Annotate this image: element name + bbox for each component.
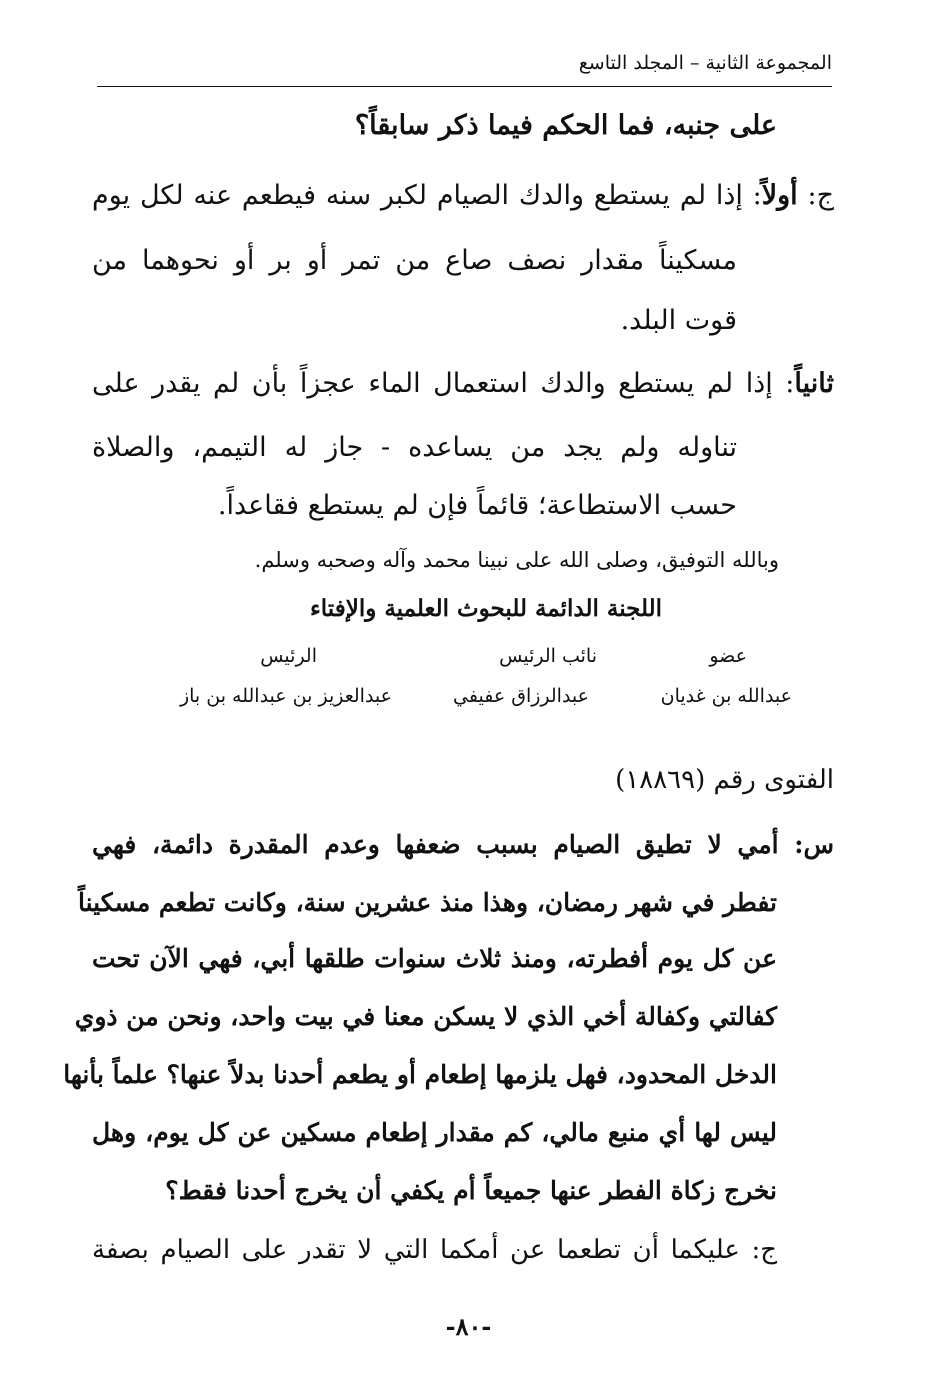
fatwa-number: الفتوى رقم (١٨٨٦٩) — [615, 765, 834, 795]
role-vice-president: نائب الرئيس — [499, 645, 597, 667]
question-line-3: عن كل يوم أفطرته، ومنذ ثلاث سنوات طلقها أبي، فهي الآن تحت — [92, 944, 777, 973]
first-label: أولاً — [761, 180, 798, 211]
committee-name: اللجنة الدائمة للبحوث العلمية والإفتاء — [309, 595, 662, 622]
vice-president-name: عبدالرزاق عفيفي — [453, 685, 589, 707]
answer-second-line-3: حسب الاستطاعة؛ قائماً فإن لم يستطع فقاعداً. — [217, 490, 737, 521]
page-number: -٨٠- — [445, 1312, 492, 1341]
answer-start-line: ج: عليكما أن تطعما عن أمكما التي لا تقدر على الصيام بصفة — [92, 1235, 777, 1265]
question-line-1: س: أمي لا تطيق الصيام بسبب ضعفها وعدم المقدرة دائمة، فهي — [92, 830, 834, 859]
question-line-5: الدخل المحدود، فهل يلزمها إطعام أو يطعم أحدنا بدلاً عنها؟ علماً بأنها — [63, 1060, 777, 1089]
question-line-7: نخرج زكاة الفطر عنها جميعاً أم يكفي أن يخرج أحدنا فقط؟ — [165, 1176, 777, 1205]
answer-second-line-2: تناوله ولم يجد من يساعده - جاز له التيمم، والصلاة — [92, 432, 737, 463]
header-title: المجموعة الثانية – المجلد التاسع — [571, 52, 832, 74]
question-end-line: على جنبه، فما الحكم فيما ذكر سابقاً؟ — [354, 110, 777, 141]
answer-first-line-2: مسكيناً مقدار نصف صاع من تمر أو بر أو نحوهما من — [92, 245, 737, 276]
question-line-4: كفالتي وكفالة أخي الذي لا يسكن معنا في بيت واحد، ونحن من ذوي — [74, 1002, 777, 1031]
question-line-2: تفطر في شهر رمضان، وهذا منذ عشرين سنة، وكانت تطعم مسكيناً — [78, 888, 777, 917]
question-line-6: ليس لها أي منبع مالي، كم مقدار إطعام مسكين عن كل يوم، وهل — [92, 1118, 777, 1147]
president-name: عبدالعزيز بن عبدالله بن باز — [179, 685, 392, 707]
answer-second-line: ثانياً: إذا لم يستطع والدك استعمال الماء عجزاً بأن لم يقدر على — [92, 368, 834, 399]
second-label: ثانياً — [794, 368, 834, 399]
answer-first-line: ج: أولاً: إذا لم يستطع والدك الصيام لكبر سنه فيطعم عنه لكل يوم — [92, 180, 834, 211]
role-president: الرئيس — [260, 645, 317, 667]
member-name: عبدالله بن غديان — [660, 685, 792, 707]
answer-first-line-3: قوت البلد. — [620, 305, 737, 336]
role-member: عضو — [709, 645, 747, 667]
closing-line: وبالله التوفيق، وصلى الله على نبينا محمد وآله وصحبه وسلم. — [254, 548, 779, 572]
